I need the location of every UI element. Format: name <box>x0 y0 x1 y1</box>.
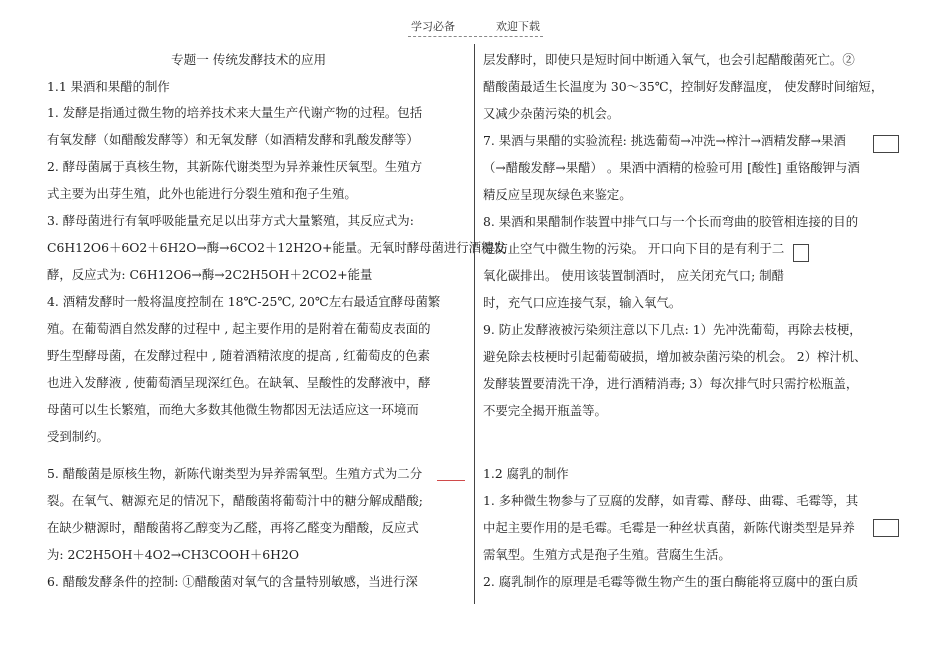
paragraph-line: 7. 果酒与果醋的实验流程: 挑选葡萄→冲洗→榨汁→酒精发酵→果酒 <box>483 133 846 148</box>
section-title: 专题一 传统发酵技术的应用 <box>171 52 327 67</box>
paragraph-line: 又减少杂菌污染的机会。 <box>483 106 620 121</box>
paragraph-line: 9. 防止发酵液被污染须注意以下几点: 1）先冲洗葡萄，再除去枝梗， <box>483 322 862 337</box>
paragraph-line: 1. 发酵是指通过微生物的培养技术来大量生产代谢产物的过程。包括 <box>47 105 423 120</box>
fill-blank-box <box>793 244 809 262</box>
paragraph-line: 母菌可以生长繁殖，而绝大多数其他微生物都因无法适应这一环境而 <box>47 402 419 417</box>
paragraph-line: 殖。在葡萄酒自然发酵的过程中 , 起主要作用的是附着在葡萄皮表面的 <box>47 321 431 336</box>
paragraph-line: 野生型酵母菌，在发酵过程中 , 随着酒精浓度的提高 , 红葡萄皮的色素 <box>47 348 430 363</box>
paragraph-line: 中起主要作用的是毛霉。毛霉是一种丝状真菌，新陈代谢类型是异养 <box>483 520 855 535</box>
page-header <box>0 18 950 38</box>
header-left-text: 学习必备 <box>411 20 455 33</box>
paragraph-line: （→醋酸发酵→果醋） 。果酒中酒精的检验可用 [酸性] 重铬酸钾与酒 <box>483 160 860 175</box>
paragraph-line: 酵，反应式为: C6H12O6→酶→2C2H5OH＋2CO2+能量 <box>47 267 373 282</box>
paragraph-line: 醋酸菌最适生长温度为 30～35℃，控制好发酵温度， 使发酵时间缩短， <box>483 79 884 94</box>
paragraph-line: 2. 酵母菌属于真核生物，其新陈代谢类型为异养兼性厌氧型。生殖方 <box>47 159 423 174</box>
paragraph-line: 裂。在氧气、糖源充足的情况下，醋酸菌将葡萄汁中的糖分解成醋酸; <box>47 493 423 508</box>
paragraph-line: 避免除去枝梗时引起葡萄破损，增加被杂菌污染的机会。 2）榨汁机、 <box>483 349 867 364</box>
paragraph-line: 5. 醋酸菌是原核生物，新陈代谢类型为异养需氧型。生殖方式为二分 <box>47 466 423 481</box>
paragraph-line: 8. 果酒和果醋制作装置中排气口与一个长而弯曲的胶管相连接的目的 <box>483 214 859 229</box>
paragraph-line: 发酵装置要清洗干净，进行酒精消毒; 3）每次排气时只需拧松瓶盖， <box>483 376 859 391</box>
paragraph-line: 层发酵时，即使只是短时间中断通入氧气，也会引起醋酸菌死亡。② <box>483 52 855 67</box>
red-underline-mark <box>437 480 465 481</box>
paragraph-line: 式主要为出芽生殖，此外也能进行分裂生殖和孢子生殖。 <box>47 186 357 201</box>
paragraph-line: 在缺少糖源时，醋酸菌将乙醇变为乙醛，再将乙醛变为醋酸，反应式 <box>47 520 419 535</box>
paragraph-line: 是防止空气中微生物的污染。 开口向下目的是有利于二 <box>483 241 785 256</box>
paragraph-line: 有氧发酵（如醋酸发酵等）和无氧发酵（如酒精发酵和乳酸发酵等） <box>47 132 419 147</box>
header-rule <box>408 36 543 37</box>
paragraph-line: 也进入发酵液 , 使葡萄酒呈现深红色。在缺氧、呈酸性的发酵液中，酵 <box>47 375 431 390</box>
fill-blank-box <box>873 519 899 537</box>
paragraph-line: 1. 多种微生物参与了豆腐的发酵，如青霉、酵母、曲霉、毛霉等，其 <box>483 493 859 508</box>
paragraph-line: 6. 醋酸发酵条件的控制: ①醋酸菌对氧气的含量特别敏感，当进行深 <box>47 574 418 589</box>
fill-blank-box <box>873 135 899 153</box>
paragraph-line: 需氧型。生殖方式是孢子生殖。营腐生生活。 <box>483 547 731 562</box>
paragraph-line: 精反应呈现灰绿色来鉴定。 <box>483 187 632 202</box>
paragraph-line: 为: 2C2H5OH＋4O2→CH3COOH＋6H2O <box>47 547 299 562</box>
paragraph-line: 不要完全揭开瓶盖等。 <box>483 403 607 418</box>
paragraph-line: 3. 酵母菌进行有氧呼吸能量充足以出芽方式大量繁殖，其反应式为: <box>47 213 414 228</box>
paragraph-line: 4. 酒精发酵时一般将温度控制在 18℃-25℃, 20℃左右最适宜酵母菌繁 <box>47 294 441 309</box>
subsection-heading: 1.1 果酒和果醋的制作 <box>47 79 170 94</box>
column-divider <box>474 44 475 604</box>
paragraph-line: 氧化碳排出。 使用该装置制酒时， 应关闭充气口; 制醋 <box>483 268 784 283</box>
paragraph-line: 时，充气口应连接气泵，输入氧气。 <box>483 295 682 310</box>
header-right-text: 欢迎下载 <box>496 20 540 33</box>
paragraph-line: C6H12O6＋6O2＋6H2O→酶→6CO2＋12H2O+能量。无氧时酵母菌进行酒精发 <box>47 240 506 255</box>
paragraph-line: 受到制约。 <box>47 429 109 444</box>
paragraph-line: 2. 腐乳制作的原理是毛霉等微生物产生的蛋白酶能将豆腐中的蛋白质 <box>483 574 859 589</box>
subsection-heading: 1.2 腐乳的制作 <box>483 466 569 481</box>
